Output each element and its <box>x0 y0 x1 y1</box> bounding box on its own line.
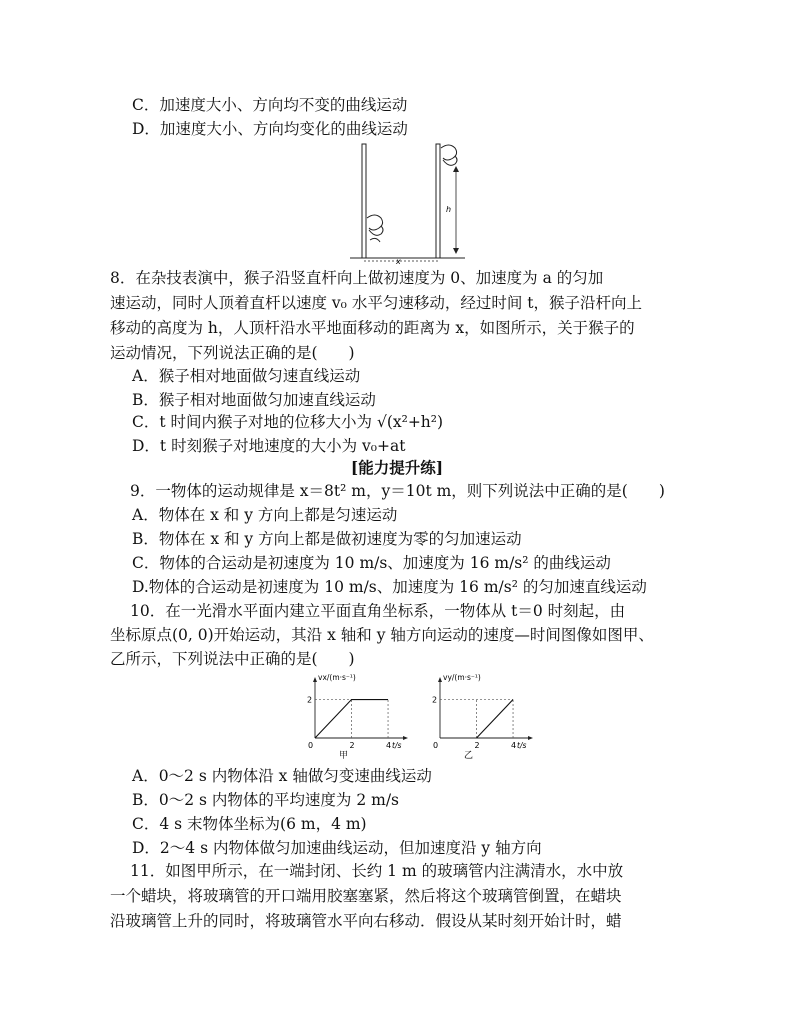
tick-label: 2 <box>474 741 480 750</box>
y-axis-label: vx/(m·s⁻¹) <box>318 673 356 682</box>
q9-option-c: C．物体的合运动是初速度为 10 m/s、加速度为 16 m/s² 的曲线运动 <box>132 554 611 572</box>
label-h: h <box>446 205 452 214</box>
label-x: x <box>396 257 401 265</box>
monkey-pole-figure <box>340 140 480 265</box>
tick-label: 2 <box>349 741 355 750</box>
monkey-icon <box>441 145 457 165</box>
tick-label: 0 <box>308 741 314 750</box>
y-axis-label: vy/(m·s⁻¹) <box>443 673 481 682</box>
tick-label: 4 <box>386 741 392 750</box>
q10-option-b: B．0～2 s 内物体的平均速度为 2 m/s <box>132 791 400 809</box>
chart-title: 乙 <box>464 751 474 760</box>
tick-label: 2 <box>307 695 313 705</box>
q9-option-b: B．物体在 x 和 y 方向上都是做初速度为零的匀加速运动 <box>132 530 522 548</box>
q11-line-3: 沿玻璃管上升的同时，将玻璃管水平向右移动．假设从某时刻开始计时，蜡 <box>110 912 622 930</box>
section-title: [能力提升练] <box>350 458 444 477</box>
q10-option-c: C．4 s 末物体坐标为(6 m，4 m) <box>132 815 367 833</box>
q10-line-1: 10．在一光滑水平面内建立平面直角坐标系，一物体从 t＝0 时刻起，由 <box>130 602 626 620</box>
x-axis-arrow <box>528 736 533 740</box>
q9-option-d: D.物体的合运动是初速度为 10 m/s、加速度为 16 m/s² 的匀加速直线运动 <box>132 578 647 596</box>
q10-line-3: 乙所示，下列说法中正确的是( ) <box>110 650 355 668</box>
tick-label: 2 <box>432 695 438 705</box>
q11-line-2: 一个蜡块，将玻璃管的开口端用胶塞塞紧，然后将这个玻璃管倒置，在蜡块 <box>110 887 622 905</box>
q8-line-2: 速运动，同时人顶着直杆以速度 v₀ 水平匀速移动，经过时间 t，猴子沿杆向上 <box>110 294 642 312</box>
q11-line-1: 11．如图甲所示，在一端封闭、长约 1 m 的玻璃管内注满清水，水中放 <box>130 862 624 880</box>
series-line <box>477 700 514 738</box>
q9-line-1: 9．一物体的运动规律是 x＝8t² m，y＝10t m，则下列说法中正确的是( ) <box>130 482 665 500</box>
q10-option-d: D．2～4 s 内物体做匀加速曲线运动，但加速度沿 y 轴方向 <box>132 839 542 857</box>
vy-time-chart <box>420 668 540 760</box>
q8-option-d: D．t 时刻猴子对地速度的大小为 v₀+at <box>132 437 406 455</box>
chart-title: 甲 <box>339 751 349 760</box>
q10-option-a: A．0～2 s 内物体沿 x 轴做匀变速曲线运动 <box>132 767 432 785</box>
monkey-icon <box>367 215 383 242</box>
x-axis-label: t/s <box>392 741 402 750</box>
q8-option-b: B．猴子相对地面做匀加速直线运动 <box>132 391 376 409</box>
y-axis-arrow <box>313 677 317 682</box>
q8-line-1: 8．在杂技表演中，猴子沿竖直杆向上做初速度为 0、加速度为 a 的匀加 <box>110 269 604 287</box>
q8-line-4: 运动情况，下列说法正确的是( ) <box>110 344 355 362</box>
x-axis-arrow <box>403 736 408 740</box>
tick-label: 4 <box>511 741 517 750</box>
q8-option-a: A．猴子相对地面做匀速直线运动 <box>132 367 361 385</box>
q10-line-2: 坐标原点(0, 0)开始运动，其沿 x 轴和 y 轴方向运动的速度—时间图像如图甲、 <box>110 626 654 644</box>
vx-time-chart <box>295 668 415 760</box>
q7-option-c: C．加速度大小、方向均不变的曲线运动 <box>132 96 408 114</box>
q9-option-a: A．物体在 x 和 y 方向上都是匀速运动 <box>132 506 398 524</box>
q8-line-3: 移动的高度为 h，人顶杆沿水平地面移动的距离为 x，如图所示，关于猴子的 <box>110 319 635 337</box>
q7-option-d: D．加速度大小、方向均变化的曲线运动 <box>132 120 408 138</box>
y-axis-arrow <box>438 677 442 682</box>
q8-option-c: C．t 时间内猴子对地的位移大小为 √(x²+h²) <box>132 413 444 431</box>
x-axis-label: t/s <box>517 741 527 750</box>
tick-label: 0 <box>433 741 439 750</box>
